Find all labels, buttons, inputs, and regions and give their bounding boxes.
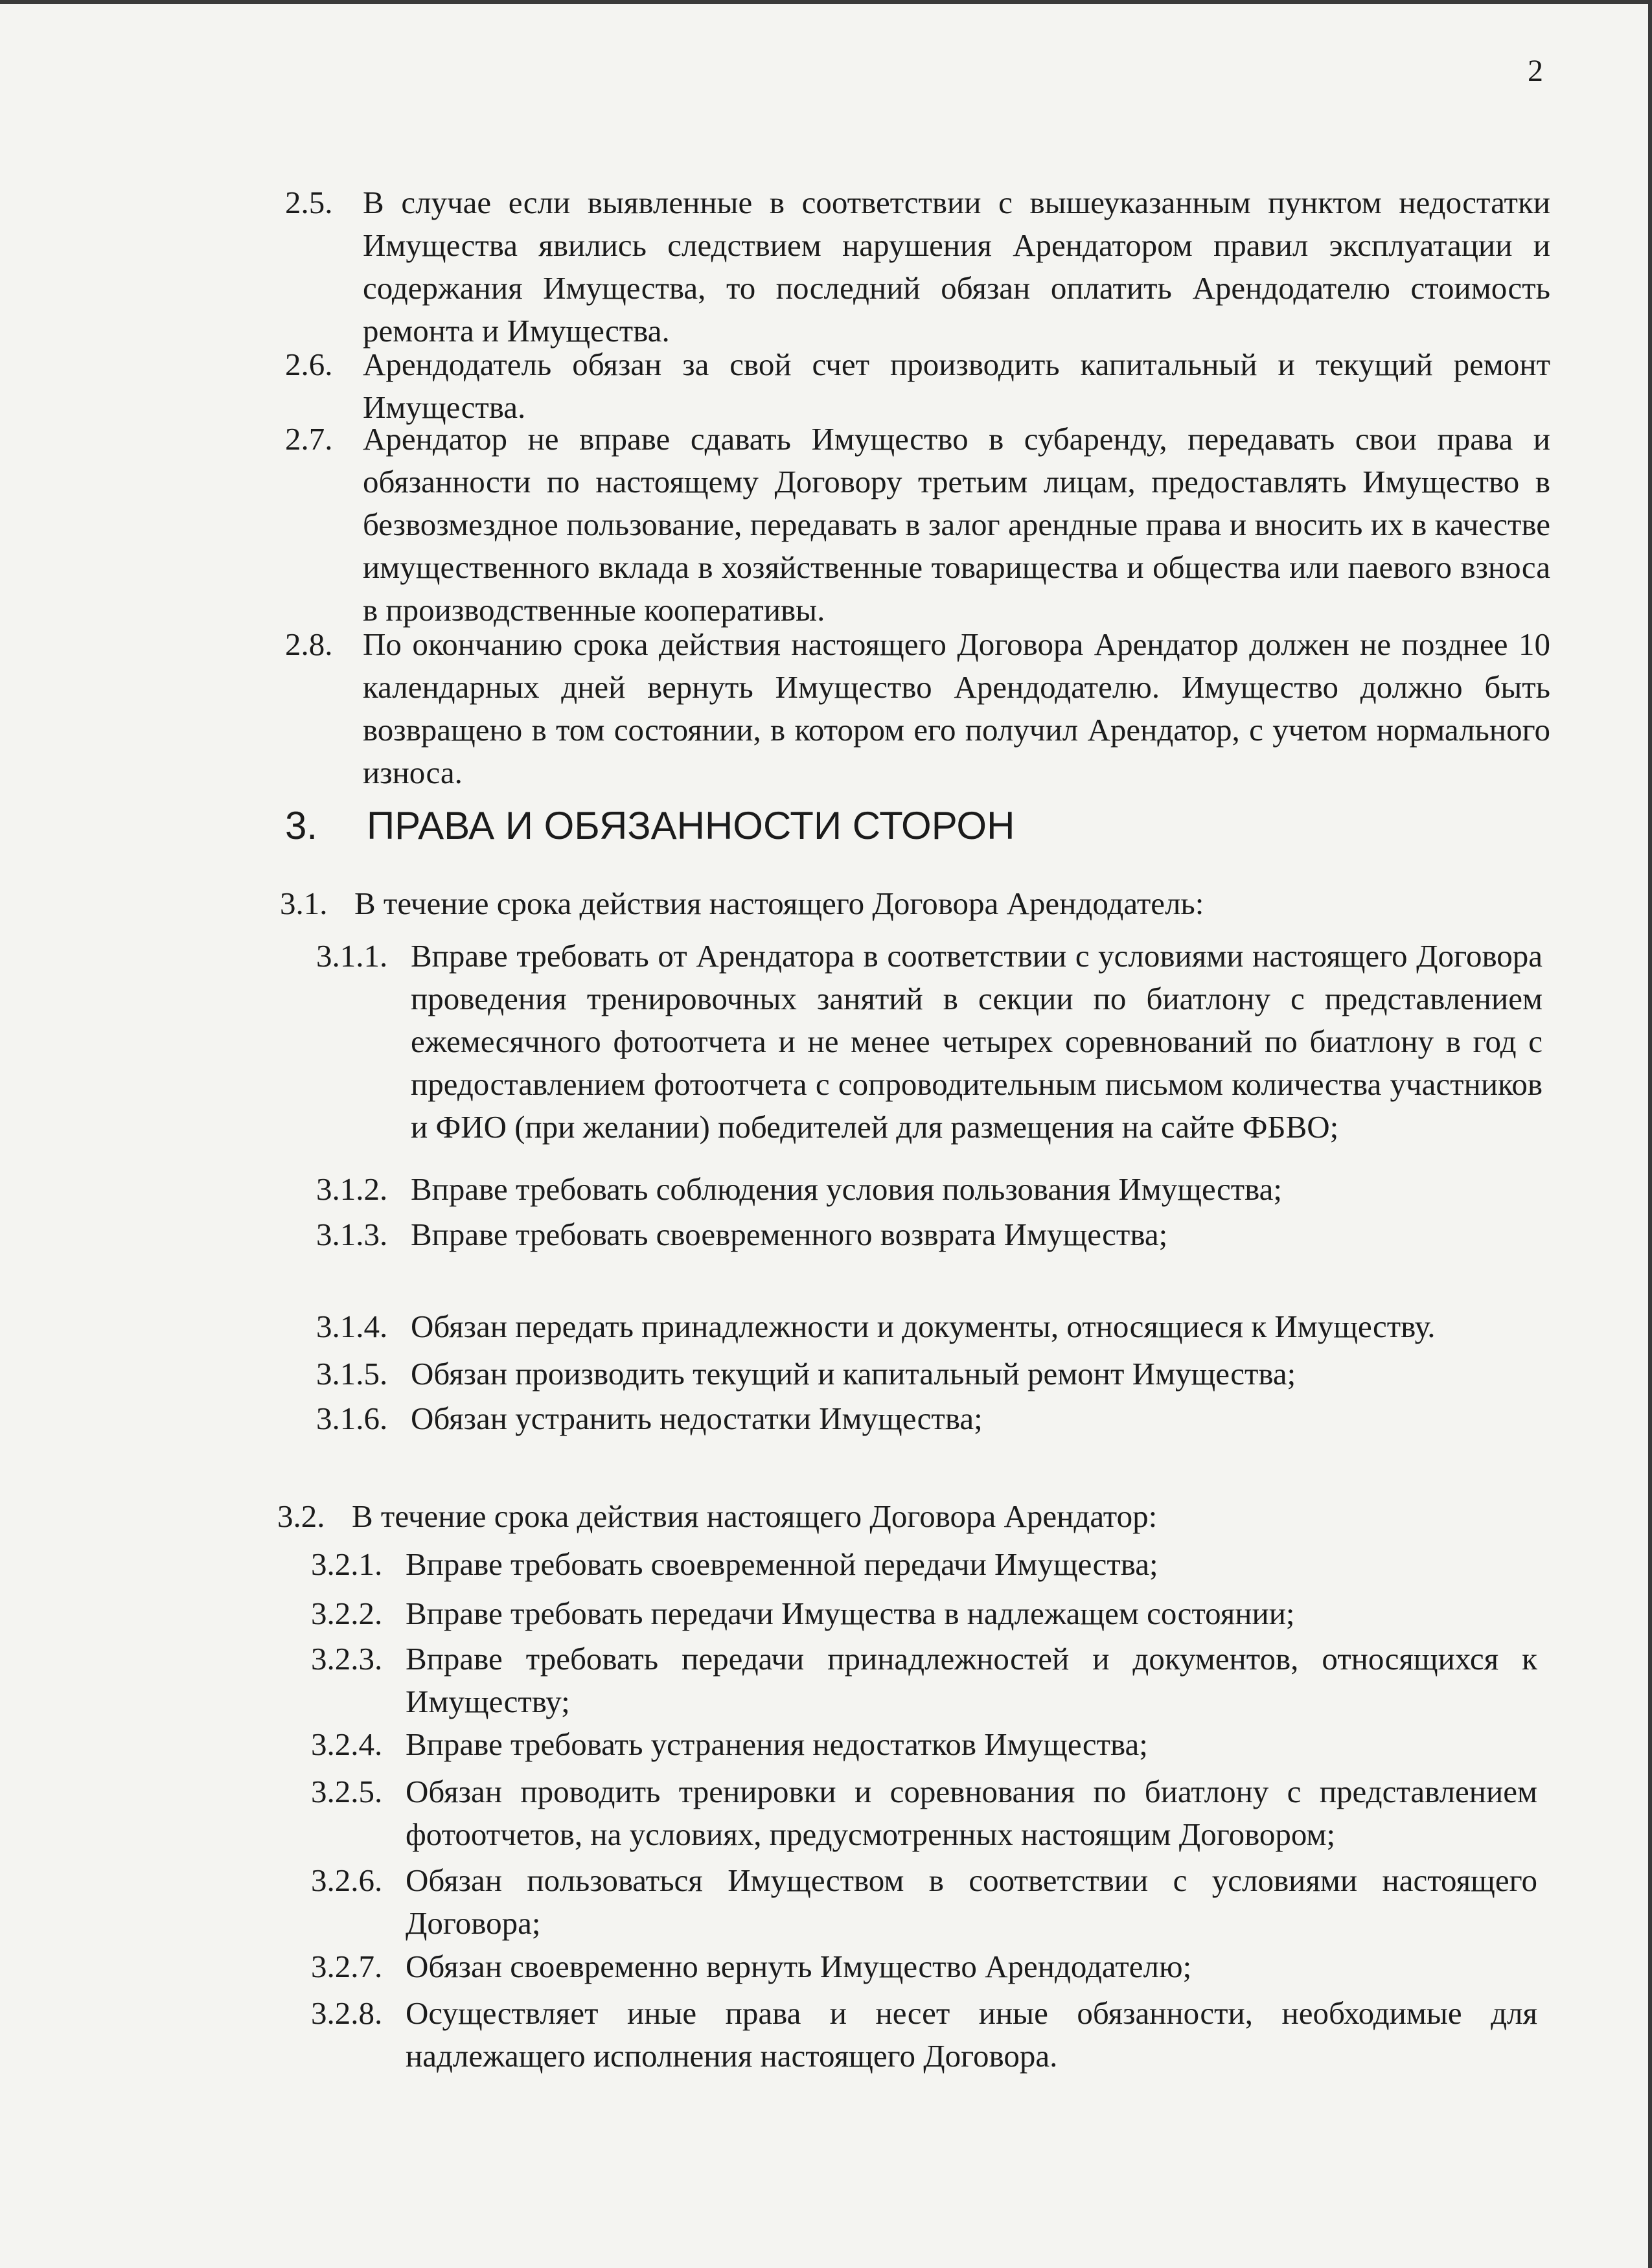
- clause-number: 3.1.4.: [316, 1309, 388, 1344]
- section-title: ПРАВА И ОБЯЗАННОСТИ СТОРОН: [367, 804, 1015, 847]
- scan-edge-top: [0, 0, 1652, 4]
- clause-number: 3.1.6.: [316, 1401, 388, 1436]
- clause-number: 2.5.: [285, 185, 333, 220]
- clause-text: Обязан передать принадлежности и документы, относящиеся к Имуществу.: [411, 1309, 1436, 1344]
- clause-text: Вправе требовать своевременного возврата Имущества;: [411, 1217, 1168, 1252]
- clause-number: 3.2.2.: [311, 1596, 383, 1631]
- clause-text: Вправе требовать передачи Имущества в надлежащем состоянии;: [406, 1596, 1295, 1631]
- clause-text: Обязан своевременно вернуть Имущество Арендодателю;: [406, 1949, 1192, 1984]
- clause-number: 3.2.8.: [311, 1995, 383, 2031]
- clause-number: 2.7.: [285, 421, 333, 457]
- clause-text: Вправе требовать соблюдения условия пользования Имущества;: [411, 1171, 1282, 1207]
- clause-text: Обязан устранить недостатки Имущества;: [411, 1401, 983, 1436]
- clause-number: 3.2.6.: [311, 1862, 383, 1898]
- clause-number: 3.1.3.: [316, 1217, 388, 1252]
- clause-number: 3.2.3.: [311, 1641, 383, 1677]
- clause-text: Обязан проводить тренировки и соревнования по биатлону с представлением фотоотчетов, на условиях, предусмотренных настоящим Договором;: [406, 1774, 1537, 1852]
- clause-number: 3.2.: [277, 1498, 325, 1534]
- clause-number: 2.6.: [285, 347, 333, 382]
- clause-text: Арендатор не вправе сдавать Имущество в субаренду, передавать свои права и обязанности по настоящему Договору третьим лицам, предоставлять Имущество в безвозмездное пользование, передавать в залог арендные права и вносить их в качестве имущественного вклада в хозяйственные товарищества и общества или паевого взноса в производственные кооперативы.: [363, 421, 1550, 628]
- clause-text: Арендодатель обязан за свой счет производить капитальный и текущий ремонт Имущества.: [363, 347, 1550, 425]
- clause-text: Вправе требовать от Арендатора в соответствии с условиями настоящего Договора проведения тренировочных занятий в секции по биатлону с представлением ежемесячного фотоотчета и не менее четырех соревнований по биатлону в год с предоставлением фотоотчета с сопроводительным письмом количества участников и ФИО (при желании) победителей для размещения на сайте ФБВО;: [411, 938, 1543, 1145]
- clause-text: Вправе требовать передачи принадлежностей и документов, относящихся к Имуществу;: [406, 1641, 1537, 1719]
- clause-text: В течение срока действия настоящего Договора Арендодатель:: [354, 886, 1204, 921]
- clause-number: 3.2.7.: [311, 1949, 383, 1984]
- clause-number: 3.2.5.: [311, 1774, 383, 1809]
- page-number: 2: [1528, 54, 1543, 88]
- clause-number: 3.2.4.: [311, 1726, 383, 1762]
- section-number: 3.: [285, 804, 318, 847]
- clause-number: 3.1.2.: [316, 1171, 388, 1207]
- clause-number: 2.8.: [285, 626, 333, 662]
- clause-text: В случае если выявленные в соответствии с вышеуказанным пунктом недостатки Имущества явились следствием нарушения Арендатором правил эксплуатации и содержания Имущества, то последний обязан оплатить Арендодателю стоимость ремонта и Имущества.: [363, 185, 1550, 349]
- scan-edge-right: [1648, 0, 1652, 2268]
- clause-number: 3.1.: [280, 886, 328, 921]
- clause-number: 3.2.1.: [311, 1546, 383, 1582]
- clause-text: Обязан пользоваться Имуществом в соответствии с условиями настоящего Договора;: [406, 1862, 1537, 1941]
- clause-text: Осуществляет иные права и несет иные обязанности, необходимые для надлежащего исполнения настоящего Договора.: [406, 1995, 1537, 2074]
- clause-text: Обязан производить текущий и капитальный ремонт Имущества;: [411, 1356, 1296, 1392]
- clause-text: По окончанию срока действия настоящего Договора Арендатор должен не позднее 10 календарных дней вернуть Имущество Арендодателю. Имущество должно быть возвращено в том состоянии, в котором его получил Арендатор, с учетом нормального износа.: [363, 626, 1550, 790]
- clause-text: Вправе требовать своевременной передачи Имущества;: [406, 1546, 1158, 1582]
- clause-text: В течение срока действия настоящего Договора Арендатор:: [352, 1498, 1158, 1534]
- clause-text: Вправе требовать устранения недостатков Имущества;: [406, 1726, 1148, 1762]
- clause-number: 3.1.1.: [316, 938, 388, 974]
- clause-number: 3.1.5.: [316, 1356, 388, 1392]
- section-heading: [285, 800, 1015, 852]
